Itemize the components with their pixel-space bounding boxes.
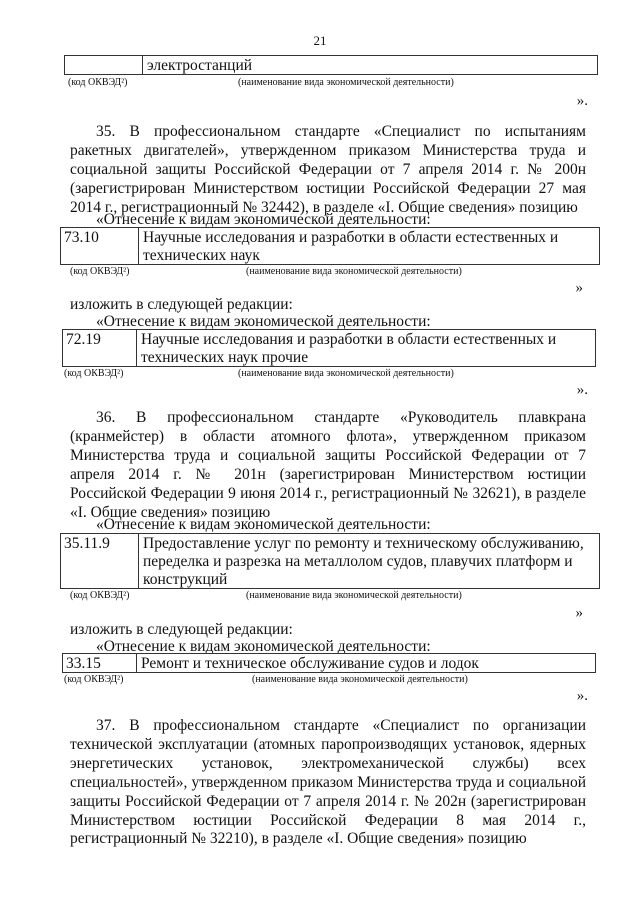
item-37-text: 37. В профессиональном стандарте «Специалист по организации технической эксплуатации (атомных паропроизводящих установок, ядерных энергетических установок, электромеханической службы) всех специальностей», утвержденном приказом Министерства труда и социальной защиты Российской Федерации от 7 апреля 2014 г. № 202н (зарегистрирован Министерством юстиции Российской Федерации 8 мая 2014 г., регистрационный № 32210), в разделе «I. Общие сведения» позицию [70,717,586,848]
okved-code-cell: 72.19 [63,330,137,366]
new-edition-phrase: изложить в следующей редакции: [70,296,293,313]
item-36-text: 36. В профессиональном стандарте «Руководитель плавкрана (кранмейстер) в области атомного флота», утвержденном приказом Министерства труда и социальной защиты Российской Федерации от 7 апреля 2014 г. № 201н (зарегистрирован Министерством юстиции Российской Федерации 9 июня 2014 г., регистрационный № 32621), в разделе «I. Общие сведения» позицию [70,409,586,521]
okved-code-cell [65,56,143,74]
okved-row-top [64,55,598,75]
caption-name: (наименование вида экономической деятельности) [252,674,468,685]
item-35-text: 35. В профессиональном стандарте «Специалист по испытаниям ракетных двигателей», утвержденном приказом Министерства труда и социальной защиты Российской Федерации от 7 апреля 2014 г. № 200н (зарегистрирован Министерством юстиции Российской Федерации 27 мая 2014 г., регистрационный № 32442), в разделе «I. Общие сведения» позицию [70,123,586,216]
caption-name: (наименование вида экономической деятельности) [246,266,462,277]
okved-code-cell: 33.15 [63,654,137,672]
okved-name-cell: Научные исследования и разработки в области естественных и технических наук [143,229,559,264]
caption-name: (наименование вида экономической деятельности) [246,590,462,601]
okved-row-new-36 [62,653,596,673]
okved-name-cell: Ремонт и техническое обслуживание судов и лодок [141,655,479,672]
caption-code: (код ОКВЭД²) [70,266,130,277]
closing-quote: ». [576,688,588,704]
heading-phrase: «Отнесение к видам экономической деятельности: [96,211,431,228]
okved-code-cell: 73.10 [61,228,139,264]
heading-phrase: «Отнесение к видам экономической деятельности: [96,313,431,330]
heading-phrase: «Отнесение к видам экономической деятельности: [96,516,431,533]
closing-quote: » [575,605,583,621]
heading-phrase: «Отнесение к видам экономической деятельности: [96,638,431,655]
caption-code: (код ОКВЭД²) [68,77,128,88]
caption-code: (код ОКВЭД²) [64,674,124,685]
okved-row-new-35 [62,329,596,367]
caption-code: (код ОКВЭД²) [70,590,130,601]
closing-quote: » [575,280,583,296]
caption-name: (наименование вида экономической деятельности) [238,368,454,379]
okved-row-old-36 [60,533,600,589]
okved-name-cell: Научные исследования и разработки в области естественных и технических наук прочие [141,331,557,366]
okved-name-cell: электростанций [147,57,253,74]
caption-code: (код ОКВЭД²) [64,368,124,379]
page-number: 21 [313,33,327,48]
okved-name-cell: Предоставление услуг по ремонту и техническому обслуживанию, переделка и разрезка на металлолом судов, плавучих платформ и конструкций [143,535,584,588]
closing-quote: ». [576,382,588,398]
caption-name: (наименование вида экономической деятельности) [238,77,454,88]
closing-quote: ». [576,93,588,109]
okved-row-old-35 [60,227,600,265]
okved-code-cell: 35.11.9 [61,534,139,588]
new-edition-phrase: изложить в следующей редакции: [70,621,293,638]
